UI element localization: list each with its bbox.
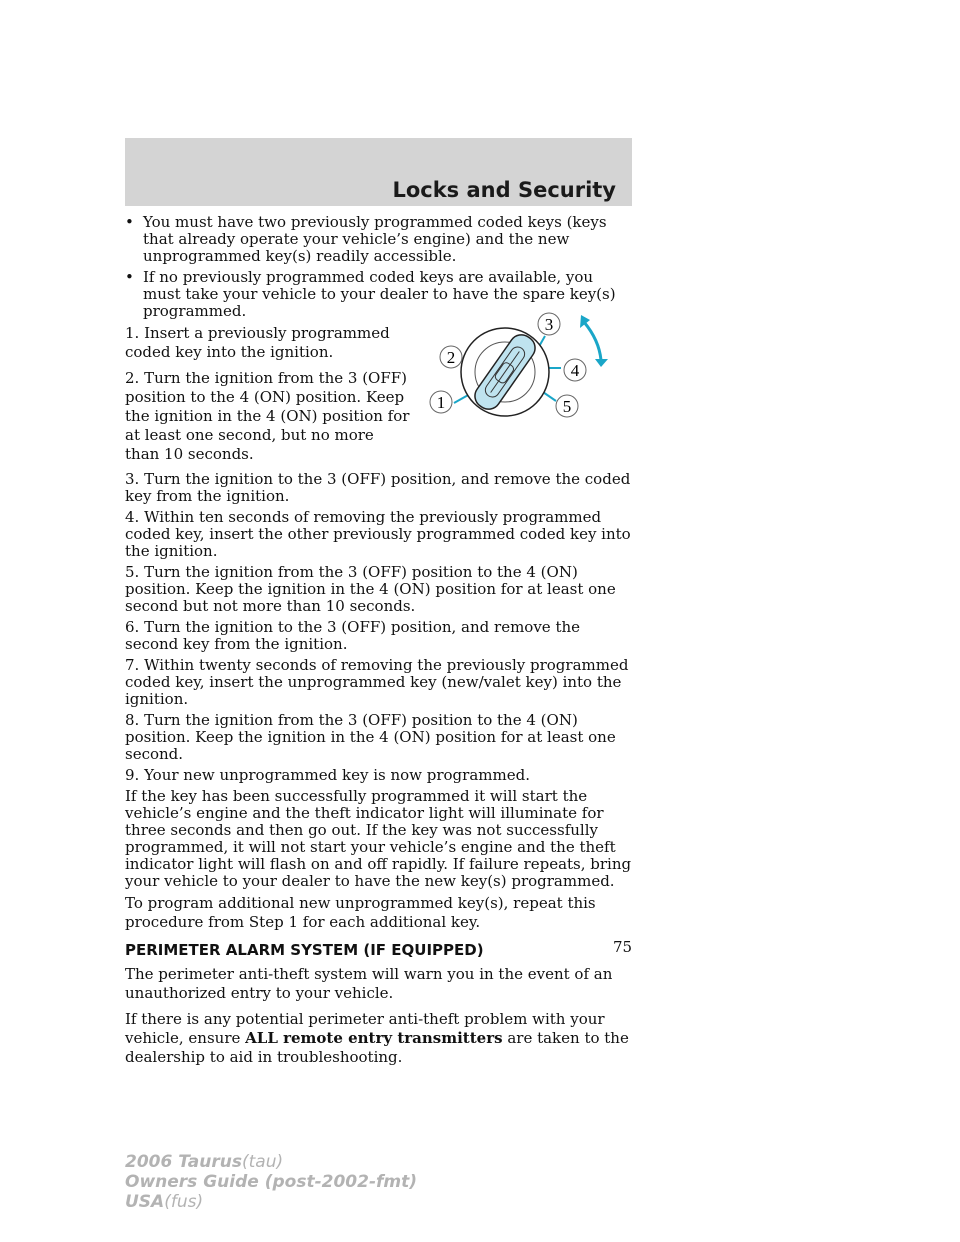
footer-line-1	[125, 1152, 417, 1172]
success-paragraph: If the key has been successfully programmed it will start the vehicle’s engine and the theft indicator light will illuminate for three seconds and then go out. If the key was not successfully programmed, it will not start your vehicle’s engine and the theft indicator light will flash on and off rapidly. If failure repeats, bring your vehicle to your dealer to have the new key(s) programmed.	[125, 787, 632, 890]
footer-model-code: (tau)	[242, 1152, 284, 1172]
step-7: 7. Within twenty seconds of removing the previously programmed coded key, insert the unprogrammed key (new/valet key) into the ignition.	[125, 656, 629, 708]
step-6: 6. Turn the ignition to the 3 (OFF) position, and remove the second key from the ignition.	[125, 618, 581, 653]
section-title: Locks and Security	[392, 178, 616, 202]
position-3-label: 3	[544, 315, 554, 334]
page-number: 75	[613, 938, 633, 956]
bullet-item	[125, 269, 635, 320]
perimeter-paragraph-1: The perimeter anti-theft system will warn you in the event of an unauthorized entry to your vehicle.	[125, 965, 613, 1002]
step-4: 4. Within ten seconds of removing the previously programmed coded key, insert the other previously programmed coded key into the ignition.	[125, 508, 631, 560]
additional-keys-paragraph: To program additional new unprogrammed key(s), repeat this procedure from Step 1 for each additional key.	[125, 894, 596, 931]
position-1-label: 1	[436, 393, 446, 412]
page-content	[125, 214, 635, 1074]
step-8: 8. Turn the ignition from the 3 (OFF) position to the 4 (ON) position. Keep the ignition in the 4 (ON) position for at least one second.	[125, 711, 616, 763]
step-2: 2. Turn the ignition from the 3 (OFF) position to the 4 (ON) position. Keep the ignition in the 4 (ON) position for at least one second, but no more than 10 seconds.	[125, 369, 410, 463]
bullet-item	[125, 214, 635, 265]
step-5: 5. Turn the ignition from the 3 (OFF) position to the 4 (ON) position. Keep the ignition in the 4 (ON) position for at least one second but not more than 10 seconds.	[125, 563, 616, 615]
bullet-text: If no previously programmed coded keys are available, you must take your vehicle to your dealer to have the spare key(s) programmed.	[143, 268, 616, 320]
footer-metadata	[125, 1152, 417, 1212]
footer-line-3	[125, 1192, 417, 1212]
step-1: 1. Insert a previously programmed coded key into the ignition.	[125, 324, 390, 361]
step-3: 3. Turn the ignition to the 3 (OFF) position, and remove the coded key from the ignition.	[125, 470, 631, 505]
footer-model: 2006 Taurus	[125, 1152, 242, 1172]
footer-market-code: (fus)	[164, 1192, 204, 1212]
position-5-label: 5	[562, 397, 572, 416]
position-4-label: 4	[570, 361, 580, 380]
section-header-band	[125, 138, 632, 206]
perimeter-paragraph-2	[125, 1010, 635, 1067]
step-9: 9. Your new unprogrammed key is now programmed.	[125, 766, 530, 784]
footer-market: USA	[125, 1192, 165, 1212]
footer-guide: Owners Guide (post-2002-fmt)	[125, 1172, 418, 1192]
perimeter-p2-bold: ALL remote entry transmitters	[245, 1029, 503, 1047]
bullet-dot: •	[125, 213, 134, 231]
bullet-dot: •	[125, 268, 134, 286]
perimeter-heading: PERIMETER ALARM SYSTEM (IF EQUIPPED)	[125, 941, 484, 959]
bullet-text: You must have two previously programmed coded keys (keys that already operate your vehicle’s engine) and the new unprogrammed key(s) readily accessible.	[143, 213, 607, 265]
position-2-label: 2	[446, 348, 456, 367]
footer-line-2	[125, 1172, 417, 1192]
perimeter-p2-before: If there is any potential perimeter anti-theft problem with your vehicle, ensure	[125, 1010, 605, 1047]
perimeter-p2-after: are taken to the dealership to aid in troubleshooting.	[125, 1029, 629, 1066]
